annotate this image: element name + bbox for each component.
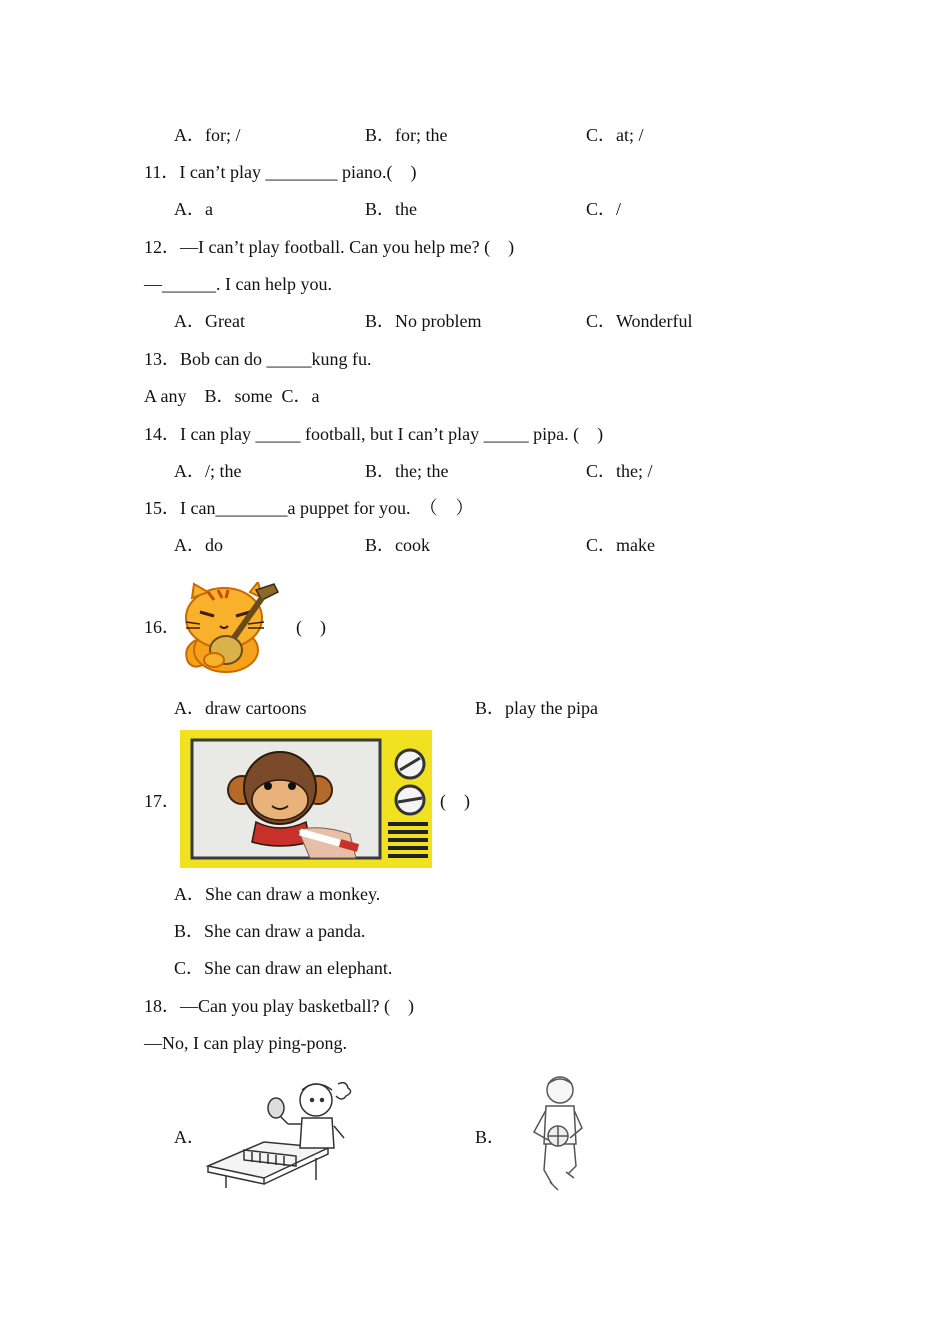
q18-option-a: A． xyxy=(174,1127,205,1147)
basketball-player-image xyxy=(528,1074,592,1196)
q11-option-a: A．a xyxy=(174,199,213,219)
q11-option-c: C．/ xyxy=(586,199,622,219)
q15-option-a: A．do xyxy=(174,535,223,555)
q12-stem: 12．—I can’t play football. Can you help me? ( ) xyxy=(144,237,515,257)
q17-number: 17． xyxy=(144,791,180,811)
ping-pong-player-image xyxy=(204,1078,354,1194)
q16-number: 16． xyxy=(144,617,180,637)
q11-option-b: B．the xyxy=(365,199,417,219)
q17-option-a: A．She can draw a monkey. xyxy=(174,884,381,904)
q12-option-a: A．Great xyxy=(174,311,245,331)
q17-option-c: C．She can draw an elephant. xyxy=(174,958,393,978)
q10-option-a: A．for; / xyxy=(174,125,241,145)
monkey-drawing-image xyxy=(180,730,432,868)
q14-option-b: B．the; the xyxy=(365,461,449,481)
tiger-playing-pipa-image xyxy=(178,582,284,674)
q14-stem: 14．I can play _____ football, but I can’t play _____ pipa. ( ) xyxy=(144,424,604,444)
q14-option-a: A．/; the xyxy=(174,461,242,481)
q10-option-b: B．for; the xyxy=(365,125,448,145)
q12-option-b: B．No problem xyxy=(365,311,482,331)
q18-stem: 18．—Can you play basketball? ( ) xyxy=(144,996,414,1016)
q16-answer-paren: ( ) xyxy=(296,617,326,637)
q17-option-b: B．She can draw a panda. xyxy=(174,921,366,941)
q13-stem: 13．Bob can do _____kung fu. xyxy=(144,349,372,369)
q12-option-c: C．Wonderful xyxy=(586,311,693,331)
q16-option-a: A．draw cartoons xyxy=(174,698,307,718)
q17-answer-paren: ( ) xyxy=(440,791,470,811)
q14-option-c: C．the; / xyxy=(586,461,653,481)
q10-option-c: C．at; / xyxy=(586,125,644,145)
q16-option-b: B．play the pipa xyxy=(475,698,598,718)
q15-option-c: C．make xyxy=(586,535,655,555)
q13-options: A any B．some C．a xyxy=(144,386,320,406)
q18-reply: —No, I can play ping-pong. xyxy=(144,1033,347,1053)
q15-stem: 15．I can________a puppet for you. （ ） xyxy=(144,498,474,518)
q15-option-b: B．cook xyxy=(365,535,430,555)
q11-stem: 11．I can’t play ________ piano.( ) xyxy=(144,162,417,182)
q18-option-b: B． xyxy=(475,1127,506,1147)
q12-reply: —______. I can help you. xyxy=(144,274,332,294)
